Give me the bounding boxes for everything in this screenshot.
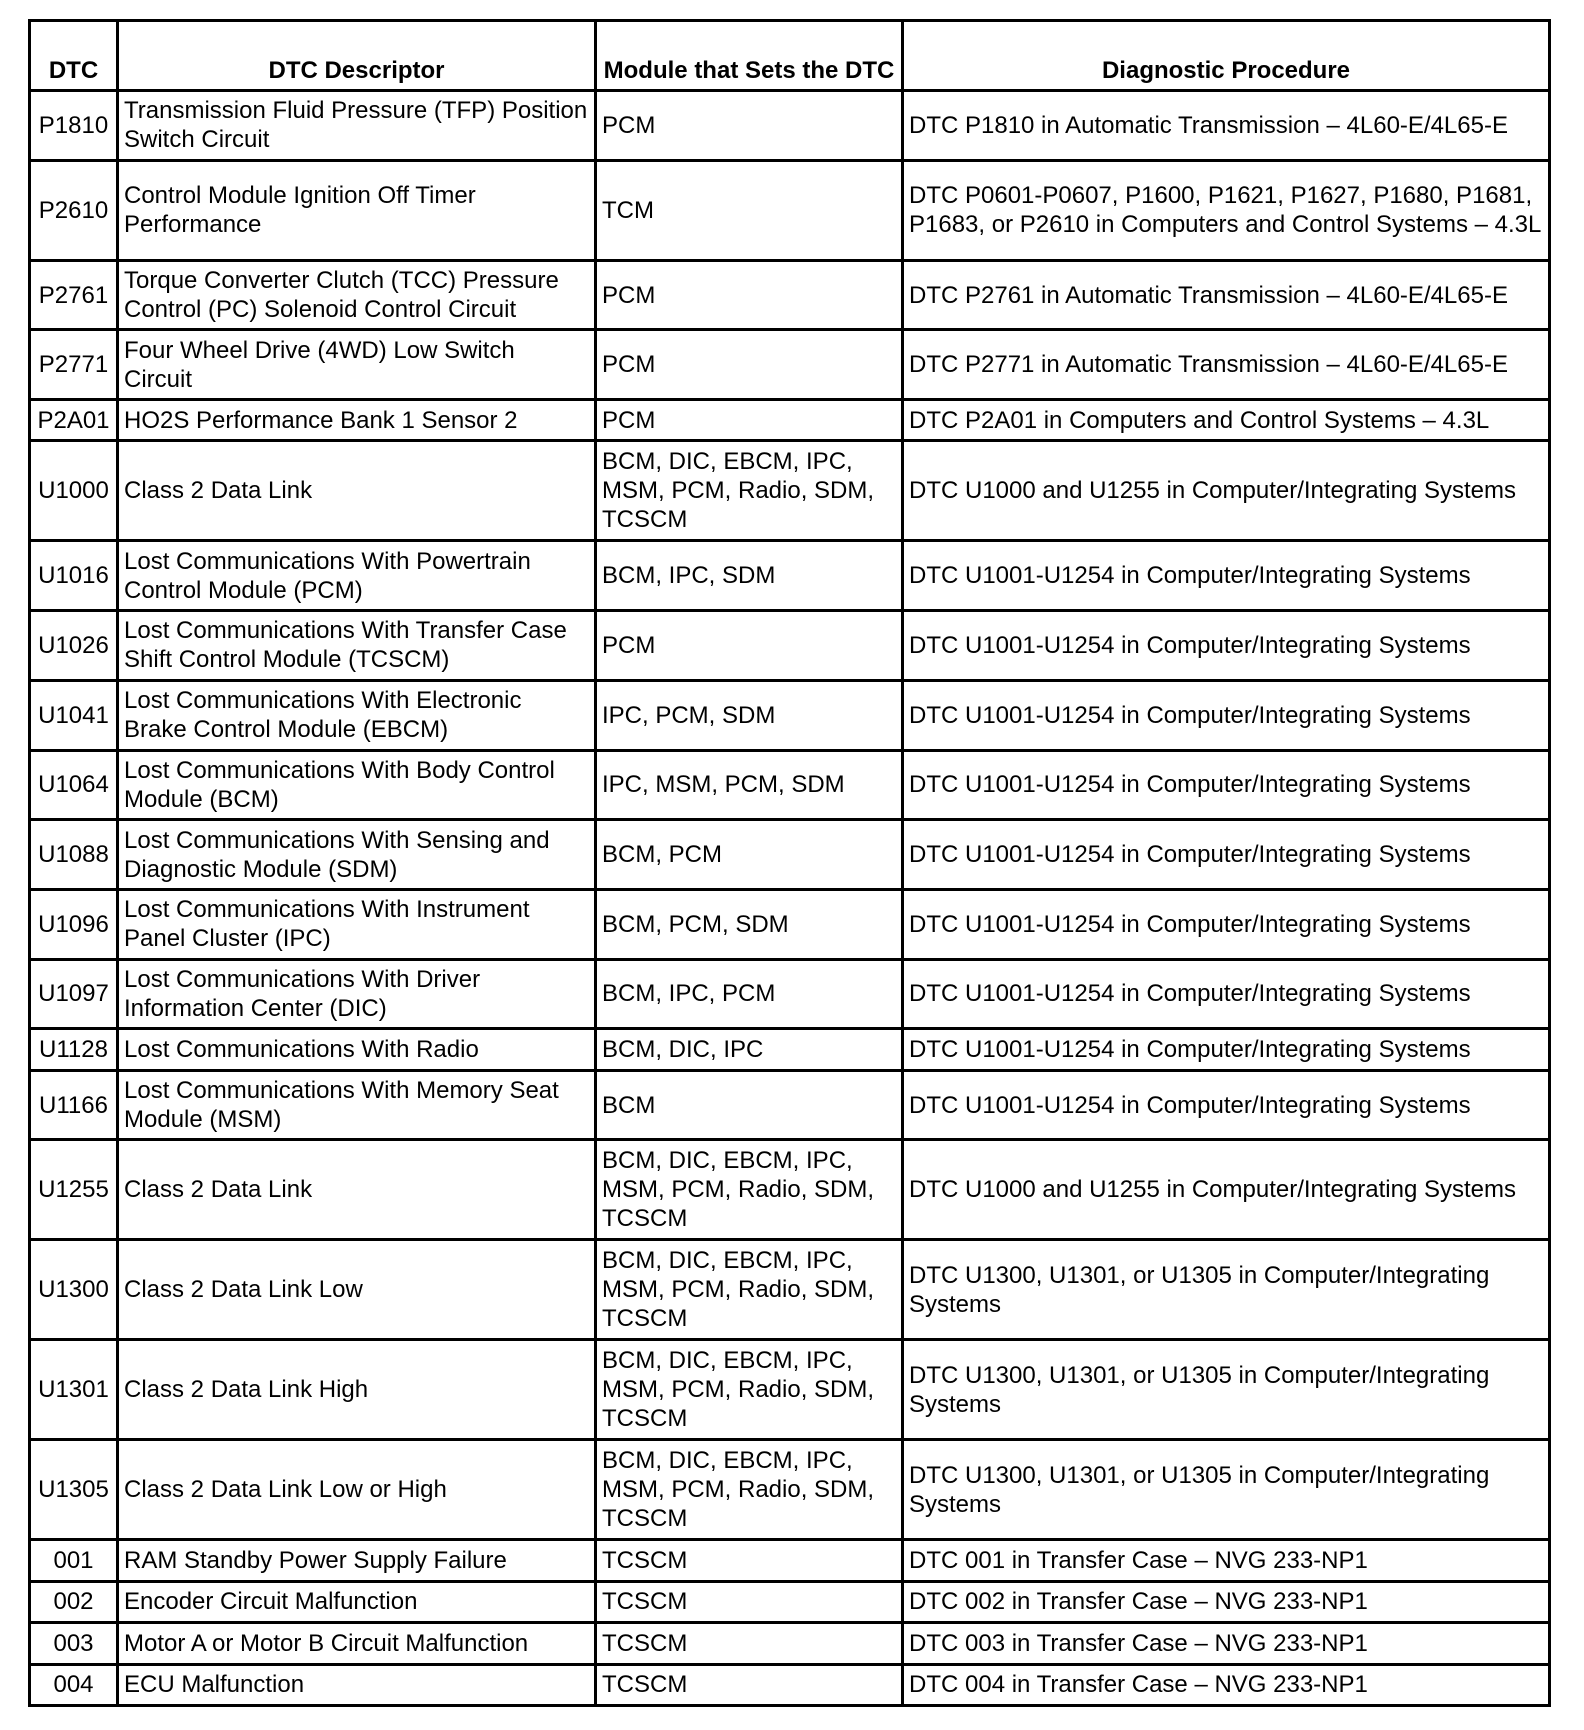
setting-module: BCM, PCM	[596, 820, 903, 890]
setting-module: BCM, DIC, EBCM, IPC, MSM, PCM, Radio, SDM, TCSCM	[596, 1240, 903, 1340]
dtc-code: P2761	[30, 260, 118, 330]
table-row	[30, 820, 1550, 890]
setting-module: PCM	[596, 260, 903, 330]
table-row	[30, 541, 1550, 611]
dtc-descriptor: Lost Communications With Radio	[118, 1029, 596, 1070]
dtc-code: U1301	[30, 1340, 118, 1440]
dtc-descriptor: Transmission Fluid Pressure (TFP) Position Switch Circuit	[118, 91, 596, 161]
header-descriptor: DTC Descriptor	[118, 21, 596, 91]
dtc-descriptor: Lost Communications With Instrument Panel Cluster (IPC)	[118, 889, 596, 959]
setting-module: IPC, PCM, SDM	[596, 680, 903, 750]
dtc-code: P2610	[30, 160, 118, 260]
table-row	[30, 1440, 1550, 1540]
table-row	[30, 1664, 1550, 1706]
diagnostic-procedure: DTC U1300, U1301, or U1305 in Computer/Integrating Systems	[903, 1340, 1550, 1440]
table-row	[30, 330, 1550, 400]
diagnostic-procedure: DTC 001 in Transfer Case – NVG 233-NP1	[903, 1540, 1550, 1581]
setting-module: BCM, DIC, EBCM, IPC, MSM, PCM, Radio, SDM, TCSCM	[596, 1340, 903, 1440]
setting-module: BCM, DIC, EBCM, IPC, MSM, PCM, Radio, SDM, TCSCM	[596, 441, 903, 541]
dtc-code: 003	[30, 1623, 118, 1664]
dtc-code: U1000	[30, 441, 118, 541]
table-row	[30, 260, 1550, 330]
dtc-descriptor: Torque Converter Clutch (TCC) Pressure Control (PC) Solenoid Control Circuit	[118, 260, 596, 330]
diagnostic-procedure: DTC U1001-U1254 in Computer/Integrating Systems	[903, 1070, 1550, 1140]
dtc-descriptor: Control Module Ignition Off Timer Performance	[118, 160, 596, 260]
dtc-descriptor: Class 2 Data Link High	[118, 1340, 596, 1440]
dtc-code: U1097	[30, 959, 118, 1029]
table-row	[30, 1240, 1550, 1340]
dtc-code: U1041	[30, 680, 118, 750]
dtc-descriptor: Lost Communications With Sensing and Diagnostic Module (SDM)	[118, 820, 596, 890]
header-module: Module that Sets the DTC	[596, 21, 903, 91]
dtc-code: U1128	[30, 1029, 118, 1070]
table-row	[30, 1623, 1550, 1664]
dtc-code: U1305	[30, 1440, 118, 1540]
diagnostic-procedure: DTC P2A01 in Computers and Control Systems – 4.3L	[903, 400, 1550, 441]
dtc-code: U1016	[30, 541, 118, 611]
dtc-code: U1166	[30, 1070, 118, 1140]
diagnostic-procedure: DTC P1810 in Automatic Transmission – 4L60-E/4L65-E	[903, 91, 1550, 161]
setting-module: BCM, IPC, PCM	[596, 959, 903, 1029]
dtc-descriptor: Lost Communications With Body Control Module (BCM)	[118, 750, 596, 820]
setting-module: TCSCM	[596, 1664, 903, 1706]
diagnostic-procedure: DTC U1001-U1254 in Computer/Integrating Systems	[903, 750, 1550, 820]
dtc-descriptor: Lost Communications With Driver Information Center (DIC)	[118, 959, 596, 1029]
dtc-descriptor: RAM Standby Power Supply Failure	[118, 1540, 596, 1581]
diagnostic-procedure: DTC 002 in Transfer Case – NVG 233-NP1	[903, 1581, 1550, 1622]
dtc-code: P1810	[30, 91, 118, 161]
dtc-code: P2771	[30, 330, 118, 400]
diagnostic-procedure: DTC U1001-U1254 in Computer/Integrating Systems	[903, 1029, 1550, 1070]
setting-module: BCM, DIC, EBCM, IPC, MSM, PCM, Radio, SDM, TCSCM	[596, 1440, 903, 1540]
table-row	[30, 1140, 1550, 1240]
setting-module: BCM	[596, 1070, 903, 1140]
setting-module: TCSCM	[596, 1623, 903, 1664]
dtc-descriptor: HO2S Performance Bank 1 Sensor 2	[118, 400, 596, 441]
setting-module: PCM	[596, 611, 903, 681]
table-row	[30, 750, 1550, 820]
dtc-code: U1026	[30, 611, 118, 681]
table-row	[30, 889, 1550, 959]
diagnostic-procedure: DTC 004 in Transfer Case – NVG 233-NP1	[903, 1664, 1550, 1706]
diagnostic-procedure: DTC P2761 in Automatic Transmission – 4L60-E/4L65-E	[903, 260, 1550, 330]
diagnostic-procedure: DTC U1001-U1254 in Computer/Integrating Systems	[903, 959, 1550, 1029]
dtc-descriptor: Four Wheel Drive (4WD) Low Switch Circuit	[118, 330, 596, 400]
dtc-descriptor: Encoder Circuit Malfunction	[118, 1581, 596, 1622]
setting-module: TCSCM	[596, 1581, 903, 1622]
setting-module: BCM, DIC, IPC	[596, 1029, 903, 1070]
table-row	[30, 91, 1550, 161]
setting-module: PCM	[596, 400, 903, 441]
dtc-descriptor: Class 2 Data Link Low or High	[118, 1440, 596, 1540]
dtc-code: 001	[30, 1540, 118, 1581]
dtc-code: U1255	[30, 1140, 118, 1240]
dtc-code: 002	[30, 1581, 118, 1622]
setting-module: BCM, DIC, EBCM, IPC, MSM, PCM, Radio, SDM, TCSCM	[596, 1140, 903, 1240]
diagnostic-procedure: DTC U1000 and U1255 in Computer/Integrating Systems	[903, 1140, 1550, 1240]
diagnostic-procedure: DTC U1001-U1254 in Computer/Integrating Systems	[903, 541, 1550, 611]
dtc-descriptor: Motor A or Motor B Circuit Malfunction	[118, 1623, 596, 1664]
diagnostic-procedure: DTC 003 in Transfer Case – NVG 233-NP1	[903, 1623, 1550, 1664]
dtc-code: P2A01	[30, 400, 118, 441]
table-row	[30, 1070, 1550, 1140]
dtc-code: U1096	[30, 889, 118, 959]
diagnostic-procedure: DTC U1300, U1301, or U1305 in Computer/Integrating Systems	[903, 1440, 1550, 1540]
diagnostic-procedure: DTC U1300, U1301, or U1305 in Computer/Integrating Systems	[903, 1240, 1550, 1340]
table-row	[30, 1340, 1550, 1440]
table-row	[30, 1029, 1550, 1070]
setting-module: TCM	[596, 160, 903, 260]
diagnostic-procedure: DTC U1001-U1254 in Computer/Integrating Systems	[903, 820, 1550, 890]
dtc-code: U1088	[30, 820, 118, 890]
dtc-descriptor: Lost Communications With Powertrain Control Module (PCM)	[118, 541, 596, 611]
dtc-code: 004	[30, 1664, 118, 1706]
setting-module: IPC, MSM, PCM, SDM	[596, 750, 903, 820]
dtc-code: U1064	[30, 750, 118, 820]
diagnostic-procedure: DTC U1001-U1254 in Computer/Integrating Systems	[903, 889, 1550, 959]
table-row	[30, 959, 1550, 1029]
setting-module: BCM, PCM, SDM	[596, 889, 903, 959]
dtc-descriptor: Class 2 Data Link Low	[118, 1240, 596, 1340]
diagnostic-procedure: DTC U1001-U1254 in Computer/Integrating Systems	[903, 611, 1550, 681]
setting-module: BCM, IPC, SDM	[596, 541, 903, 611]
dtc-descriptor: Lost Communications With Memory Seat Module (MSM)	[118, 1070, 596, 1140]
setting-module: TCSCM	[596, 1540, 903, 1581]
dtc-code: U1300	[30, 1240, 118, 1340]
dtc-descriptor: Class 2 Data Link	[118, 1140, 596, 1240]
setting-module: PCM	[596, 91, 903, 161]
table-row	[30, 611, 1550, 681]
table-header-row	[30, 21, 1550, 91]
header-procedure: Diagnostic Procedure	[903, 21, 1550, 91]
dtc-descriptor: Lost Communications With Electronic Brake Control Module (EBCM)	[118, 680, 596, 750]
diagnostic-procedure: DTC U1001-U1254 in Computer/Integrating Systems	[903, 680, 1550, 750]
diagnostic-procedure: DTC P2771 in Automatic Transmission – 4L60-E/4L65-E	[903, 330, 1550, 400]
table-row	[30, 680, 1550, 750]
dtc-descriptor: Lost Communications With Transfer Case Shift Control Module (TCSCM)	[118, 611, 596, 681]
table-row	[30, 160, 1550, 260]
table-row	[30, 1581, 1550, 1622]
setting-module: PCM	[596, 330, 903, 400]
diagnostic-procedure: DTC U1000 and U1255 in Computer/Integrating Systems	[903, 441, 1550, 541]
dtc-descriptor: ECU Malfunction	[118, 1664, 596, 1706]
table-row	[30, 441, 1550, 541]
dtc-descriptor: Class 2 Data Link	[118, 441, 596, 541]
header-dtc: DTC	[30, 21, 118, 91]
table-row	[30, 1540, 1550, 1581]
table-row	[30, 400, 1550, 441]
diagnostic-procedure: DTC P0601-P0607, P1600, P1621, P1627, P1680, P1681, P1683, or P2610 in Computers and Control Systems – 4.3L	[903, 160, 1550, 260]
dtc-table	[28, 19, 1551, 1707]
